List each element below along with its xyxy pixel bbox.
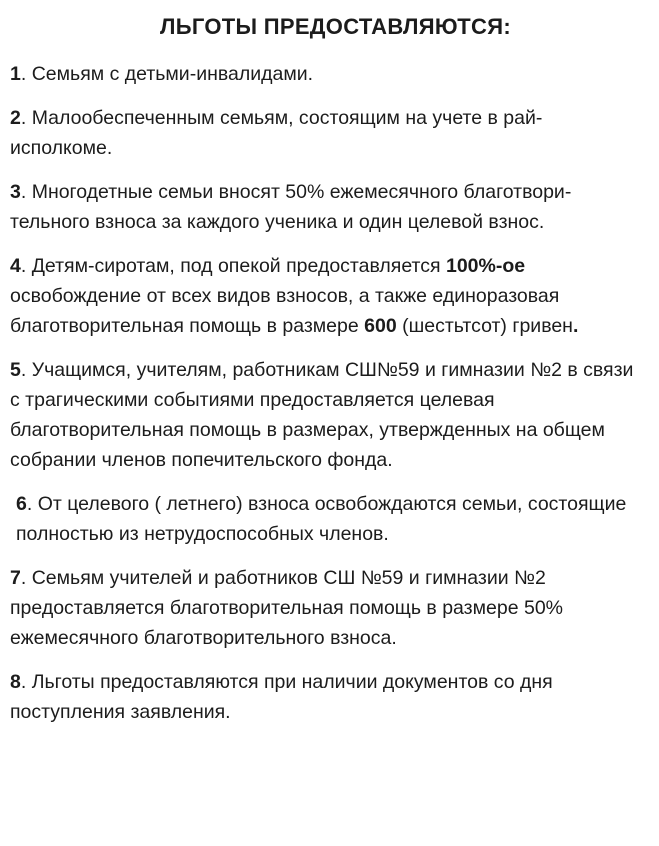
list-item-1 <box>10 59 637 89</box>
item-bold-amount: 600 <box>364 315 397 337</box>
item-text: (шестьтсот) гривен <box>396 315 573 337</box>
item-text: . Семьям с детьми-инвалидами. <box>20 63 314 85</box>
item-number: 4 <box>10 255 21 277</box>
item-number: 2 <box>10 107 21 129</box>
list-item-4 <box>10 251 637 341</box>
item-number: 8 <box>10 671 21 693</box>
list-item-6 <box>10 489 637 549</box>
item-number: 7 <box>10 567 21 589</box>
item-number: 6 <box>16 493 27 515</box>
item-text: . От целевого ( летнего) взноса освобождаются семьи, состоящие полностью из нетрудоспособных членов. <box>16 493 627 545</box>
item-text: освобождение от всех видов взносов, а также единоразовая благотворительная помощь в размере <box>10 285 560 337</box>
item-number: 1 <box>10 63 21 85</box>
item-text: . Семьям учителей и работников СШ №59 и гимназии №2 предоставляется благотворительная помощь в размере 50% ежемесячного благотворительного взноса. <box>10 567 563 649</box>
item-end: . <box>572 315 579 337</box>
list-item-7 <box>10 563 637 653</box>
item-text: . Многодетные семьи вносят 50% ежемесячного благотвори-тельного взноса за каждого ученика и один целевой взнос. <box>10 181 572 233</box>
list-item-8 <box>10 667 637 727</box>
item-number: 5 <box>10 359 21 381</box>
list-item-2 <box>10 103 637 163</box>
item-text: . Льготы предоставляются при наличии документов со дня поступления заявления. <box>10 671 553 723</box>
item-number: 3 <box>10 181 21 203</box>
item-text: . Детям-сиротам, под опекой предоставляется <box>20 255 446 277</box>
list-item-3 <box>10 177 637 237</box>
page-title: ЛЬГОТЫ ПРЕДОСТАВЛЯЮТСЯ: <box>160 14 511 39</box>
item-text: . Учащимся, учителям, работникам СШ№59 и гимназии №2 в связи с трагическими событиями предоставляется целевая благотворительная помощь в размерах, утвержденных на общем собрании членов попечительского фонда. <box>10 359 634 471</box>
list-item-5 <box>10 355 637 475</box>
item-text: . Малообеспеченным семьям, состоящим на учете в рай-исполкоме. <box>10 107 543 159</box>
item-bold-percent: 100%-ое <box>445 255 526 277</box>
